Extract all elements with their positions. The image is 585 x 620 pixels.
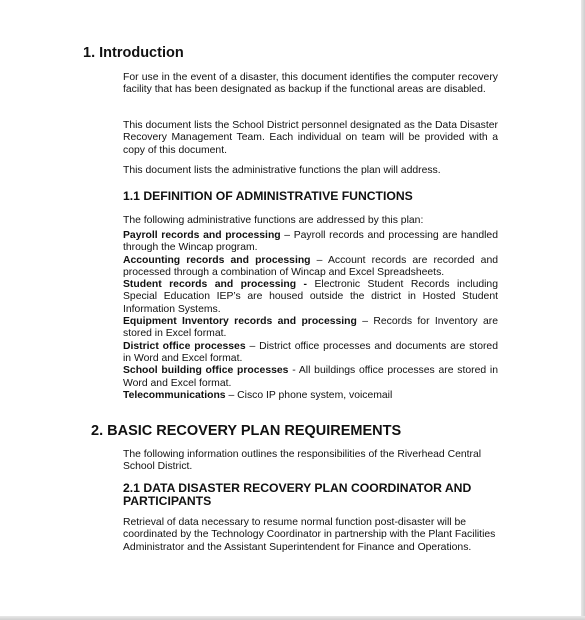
intro-paragraph-2: This document lists the School District personnel designated as the Data Disaster Recovery Management Team. Each individual on team will be provided with a copy of this document. bbox=[123, 120, 498, 156]
functions-list bbox=[123, 230, 498, 402]
functions-intro: The following administrative functions are addressed by this plan: bbox=[123, 215, 424, 226]
coordinator-paragraph: Retrieval of data necessary to resume normal function post-disaster will be coordinated by the Technology Coordinator in partnership with the Plant Facilities Administrator and the Assistant Superintendent for Finance and Operations. bbox=[123, 517, 496, 553]
section-heading-basic-recovery: 2. BASIC RECOVERY PLAN REQUIREMENTS bbox=[91, 423, 402, 439]
function-desc: – Payroll records and processing are handled through the Wincap program. bbox=[123, 230, 498, 254]
function-term: School building office processes bbox=[123, 365, 289, 377]
function-item-payroll bbox=[123, 230, 498, 255]
intro-paragraph-3: This document lists the administrative functions the plan will address. bbox=[123, 165, 441, 176]
function-item-inventory bbox=[123, 316, 498, 341]
function-item-student-records bbox=[123, 279, 498, 316]
function-term: District office processes bbox=[123, 340, 246, 352]
intro-paragraph-1: For use in the event of a disaster, this document identifies the computer recovery facility that has been designated as backup if the functional areas are disabled. bbox=[123, 72, 498, 96]
subsection-heading-coordinator: 2.1 DATA DISASTER RECOVERY PLAN COORDINATOR AND PARTICIPANTS bbox=[123, 481, 472, 508]
function-item-accounting bbox=[123, 255, 498, 280]
function-item-school-building bbox=[123, 365, 498, 390]
requirements-intro: The following information outlines the responsibilities of the Riverhead Central School District. bbox=[123, 449, 482, 473]
function-term: Accounting records and processing bbox=[123, 254, 311, 266]
function-item-telecommunications bbox=[123, 390, 498, 402]
function-term: Equipment Inventory records and processing bbox=[123, 316, 357, 328]
function-desc: – Cisco IP phone system, voicemail bbox=[225, 389, 393, 401]
function-desc: - All buildings office processes are stored in Word and Excel format. bbox=[123, 365, 498, 389]
subsection-heading-definition: 1.1 DEFINITION OF ADMINISTRATIVE FUNCTIONS bbox=[123, 189, 413, 203]
function-desc: Electronic Student Records including Special Education IEP’s are housed outside the district in Hosted Student Information Systems. bbox=[123, 279, 498, 315]
page-shadow-bottom bbox=[0, 616, 585, 620]
function-desc: – Account records are recorded and processed through a combination of Wincap and Excel Spreadsheets. bbox=[123, 254, 498, 278]
function-term: Payroll records and processing bbox=[123, 230, 281, 241]
function-term: Student records and processing - bbox=[123, 279, 307, 291]
function-item-district-office bbox=[123, 341, 498, 366]
function-desc: – District office processes and documents are stored in Word and Excel format. bbox=[123, 340, 498, 364]
function-term: Telecommunications bbox=[123, 389, 226, 401]
section-heading-introduction: 1. Introduction bbox=[83, 45, 184, 61]
page-shadow-right bbox=[581, 0, 585, 620]
function-desc: – Records for Inventory are stored in Excel format. bbox=[123, 316, 498, 340]
